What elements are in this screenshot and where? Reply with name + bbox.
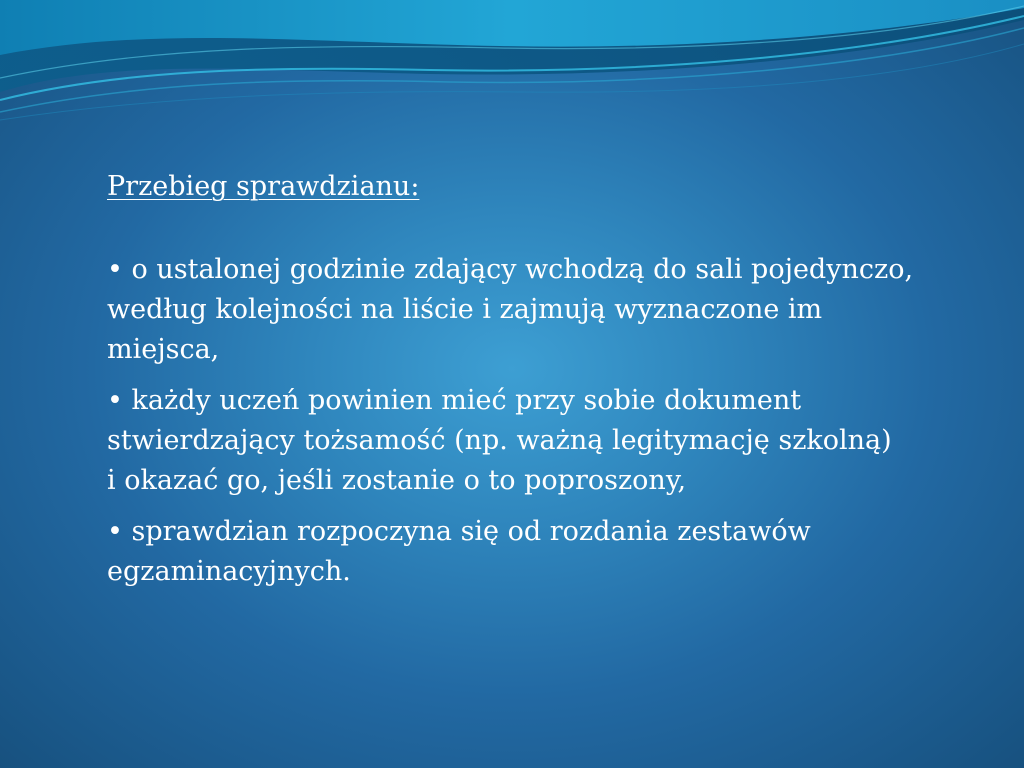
bullet-line: stwierdzający tożsamość (np. ważną legitymację szkolną)	[107, 425, 892, 456]
slide-content	[107, 168, 977, 603]
bullet-line: i okazać go, jeśli zostanie o to poproszony,	[107, 465, 687, 496]
bullet-line: miejsca,	[107, 334, 220, 365]
bullet-item	[107, 512, 977, 592]
bullet-line: • o ustalonej godzinie zdający wchodzą do sali pojedynczo,	[107, 254, 914, 285]
bullet-line: egzaminacyjnych.	[107, 556, 351, 587]
bullet-list	[107, 250, 977, 592]
bullet-item	[107, 250, 977, 370]
bullet-line: • każdy uczeń powinien mieć przy sobie dokument	[107, 385, 802, 416]
bullet-line: według kolejności na liście i zajmują wyznaczone im	[107, 294, 823, 325]
bullet-item	[107, 381, 977, 501]
slide-heading: Przebieg sprawdzianu:	[107, 171, 420, 202]
bullet-line: • sprawdzian rozpoczyna się od rozdania zestawów	[107, 516, 811, 547]
wave-decoration	[0, 0, 1024, 130]
